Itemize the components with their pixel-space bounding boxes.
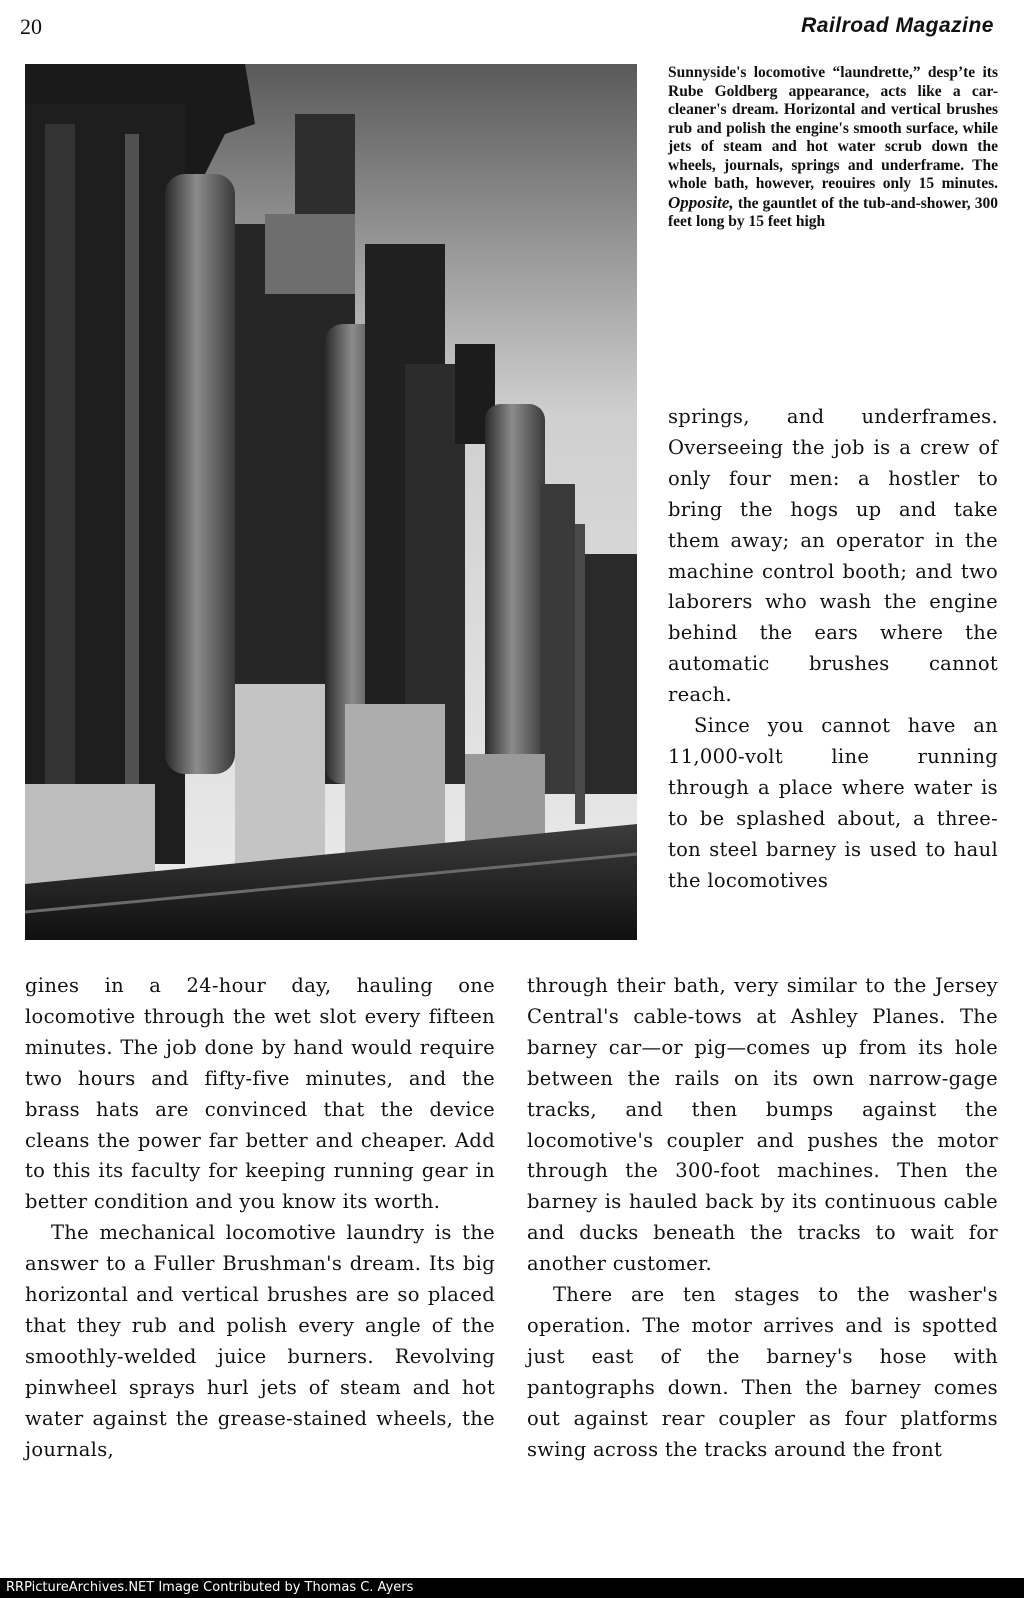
paragraph: There are ten stages to the washer's operation. The motor arrives and is spotted just east of the barney's hose with pantographs down. Then the barney comes out against rear coupler as four platforms swing across the tracks around the front: [527, 1283, 998, 1461]
article-column-right-upper: [668, 402, 998, 897]
image-credit-bar: RRPictureArchives.NET Image Contributed by Thomas C. Ayers: [0, 1578, 1024, 1598]
article-column-right-lower: [527, 971, 998, 1466]
article-column-left-lower: [25, 971, 495, 1466]
photo-caption: [668, 64, 998, 232]
page-number: 20: [20, 14, 42, 39]
paragraph: through their bath, very similar to the Jersey Central's cable-tows at Ashley Planes. The barney car—or pig—comes up from its hole between the rails on its own narrow-gage tracks, and then bumps against the locomotive's coupler and pushes the motor through the 300-foot machines. Then the barney is hauled back by its continuous cable and ducks beneath the tracks to wait for another customer.: [527, 974, 998, 1276]
paragraph: springs, and underframes. Overseeing the job is a crew of only four men: a hostler to bring the hogs up and take them away; an operator in the machine control booth; and two laborers who wash the engine behind the ears where the automatic brushes cannot reach.: [668, 405, 998, 707]
caption-main: Sunnyside's locomotive “laundrette,” despʼte its Rube Goldberg appearance, acts like a car-cleaner's dream. Horizontal and vertical brushes rub and polish the engine's smooth surface, while jets of steam and hot water scrub down the wheels, journals, springs and underframe. The whole bath, however, reouires only 15 minutes.: [668, 64, 998, 192]
paragraph: The mechanical locomotive laundry is the answer to a Fuller Brushman's dream. Its big horizontal and vertical brushes are so placed that they rub and polish every angle of the smoothly-welded juice burners. Revolving pinwheel sprays hurl jets of steam and hot water against the grease-stained wheels, the journals,: [25, 1221, 495, 1461]
paragraph: gines in a 24-hour day, hauling one locomotive through the wet slot every fifteen minutes. The job done by hand would require two hours and fifty-five minutes, and the brass hats are convinced that the device cleans the power far better and cheaper. Add to this its faculty for keeping running gear in better condition and you know its worth.: [25, 974, 495, 1214]
locomotive-washer-photo: [25, 64, 637, 940]
caption-opposite-text: the gauntlet of the tub-and-shower, 300 feet long by 15 feet high: [668, 194, 998, 230]
running-head: Railroad Magazine: [801, 14, 994, 37]
caption-opposite-label: Opposite,: [668, 192, 734, 212]
paragraph: Since you cannot have an 11,000-volt line running through a place where water is to be splashed about, a three-ton steel barney is used to haul the locomotives: [668, 714, 998, 892]
